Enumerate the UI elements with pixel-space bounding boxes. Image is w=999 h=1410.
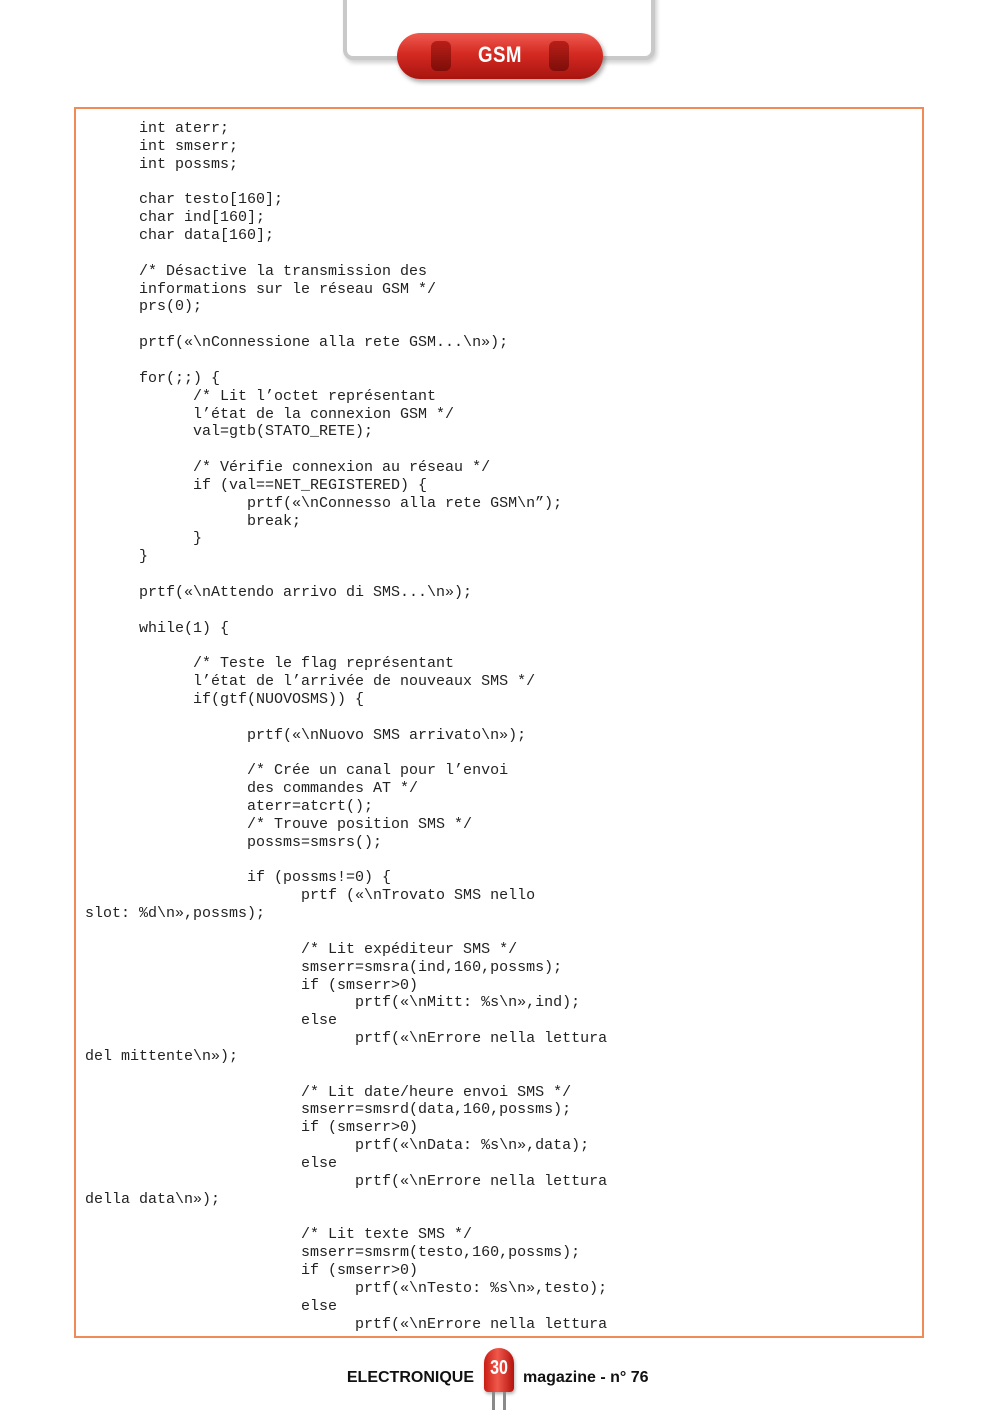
code-line: prtf(«\nTesto: %s\n»,testo); — [85, 1279, 608, 1297]
code-line: if (smserr>0) — [85, 1262, 419, 1279]
code-line: prtf («\nTrovato SMS nello — [85, 887, 536, 905]
code-line: del mittente\n»); — [85, 1047, 239, 1065]
code-line: if (possms!=0) { — [85, 869, 392, 887]
code-line: prtf(«\nData: %s\n»,data); — [85, 1137, 590, 1155]
code-line — [85, 923, 607, 941]
code-line: } — [85, 548, 149, 566]
code-line: aterr=atcrt(); — [85, 798, 374, 816]
code-line: prtf(«\nErrore nella lettura — [85, 1030, 608, 1048]
code-line: /* Désactive la transmission des — [85, 262, 428, 280]
code-line: /* Lit l’octet représentant — [85, 387, 437, 405]
code-line: prtf(«\nConnesso alla rete GSM\n”); — [85, 494, 563, 512]
code-line: else — [85, 1012, 338, 1030]
code-line — [85, 1208, 607, 1226]
code-line — [85, 1066, 607, 1084]
code-line: smserr=smsrd(data,160,possms); — [85, 1101, 572, 1119]
code-line: smserr=smsra(ind,160,possms); — [85, 958, 563, 976]
code-line — [85, 441, 607, 459]
magazine-issue: magazine - n° 76 — [523, 1369, 649, 1386]
code-listing-box — [74, 107, 924, 1338]
code-line: val=gtb(STATO_RETE); — [85, 423, 374, 441]
section-title: GSM — [478, 42, 522, 67]
code-line: /* Vérifie connexion au réseau */ — [85, 459, 491, 477]
code-line: break; — [85, 512, 302, 530]
page-number: 30 — [490, 1357, 508, 1379]
code-line: char ind[160]; — [85, 209, 266, 227]
code-line: l’état de l’arrivée de nouveaux SMS */ — [85, 673, 536, 691]
code-line: des commandes AT */ — [85, 780, 419, 798]
code-line — [85, 245, 607, 263]
code-line: else — [85, 1154, 338, 1172]
code-line: if (smserr>0) — [85, 1119, 419, 1137]
code-line: /* Crée un canal pour l’envoi — [85, 762, 509, 780]
code-line: della data\n»); — [85, 1190, 221, 1208]
section-header-badge — [397, 33, 603, 79]
code-line: prtf(«\nErrore nella lettura — [85, 1172, 608, 1190]
code-line: if(gtf(NUOVOSMS)) { — [85, 691, 365, 708]
code-line: prtf(«\nMitt: %s\n»,ind); — [85, 994, 581, 1012]
code-line — [85, 637, 607, 655]
led-leg-right — [503, 1392, 506, 1410]
code-line: else — [85, 1297, 338, 1315]
code-line: char data[160]; — [85, 227, 275, 245]
code-line — [85, 709, 607, 727]
code-line: /* Lit texte SMS */ — [85, 1226, 473, 1244]
code-line — [85, 352, 607, 370]
code-line: for(;;) { — [85, 369, 221, 387]
code-line: } — [85, 530, 203, 548]
code-line: prtf(«\nConnessione alla rete GSM...\n»); — [85, 334, 509, 352]
code-line — [85, 745, 607, 763]
magazine-name: ELECTRONIQUE — [346, 1369, 474, 1386]
code-line: /* Trouve position SMS */ — [85, 815, 473, 833]
code-line: prs(0); — [85, 298, 203, 316]
code-line: l’état de la connexion GSM */ — [85, 405, 455, 423]
code-listing — [85, 120, 607, 1333]
code-line: if (val==NET_REGISTERED) { — [85, 476, 428, 494]
code-line: informations sur le réseau GSM */ — [85, 280, 437, 298]
code-line: /* Lit date/heure envoi SMS */ — [85, 1083, 572, 1101]
code-line — [85, 852, 607, 870]
code-line: slot: %d\n»,possms); — [85, 905, 266, 923]
code-line: while(1) { — [85, 619, 230, 637]
code-line: char testo[160]; — [85, 191, 284, 209]
code-line — [85, 316, 607, 334]
led-leg-left — [492, 1392, 495, 1410]
code-line: prtf(«\nAttendo arrivo di SMS...\n»); — [85, 583, 473, 601]
code-line: /* Lit expéditeur SMS */ — [85, 940, 518, 958]
code-line: int aterr; — [85, 120, 230, 137]
code-line: prtf(«\nErrore nella lettura — [85, 1315, 608, 1333]
code-line: prtf(«\nNuovo SMS arrivato\n»); — [85, 726, 527, 744]
code-line: possms=smsrs(); — [85, 833, 383, 851]
code-line: /* Teste le flag représentant — [85, 655, 455, 673]
code-line: if (smserr>0) — [85, 976, 419, 994]
code-line — [85, 174, 607, 192]
code-line: smserr=smsrm(testo,160,possms); — [85, 1244, 581, 1262]
code-line — [85, 566, 607, 584]
code-line: int possms; — [85, 155, 239, 173]
code-line — [85, 602, 607, 620]
code-line: int smserr; — [85, 137, 239, 155]
page-footer — [0, 1345, 999, 1410]
page-number-led-icon — [484, 1348, 514, 1392]
